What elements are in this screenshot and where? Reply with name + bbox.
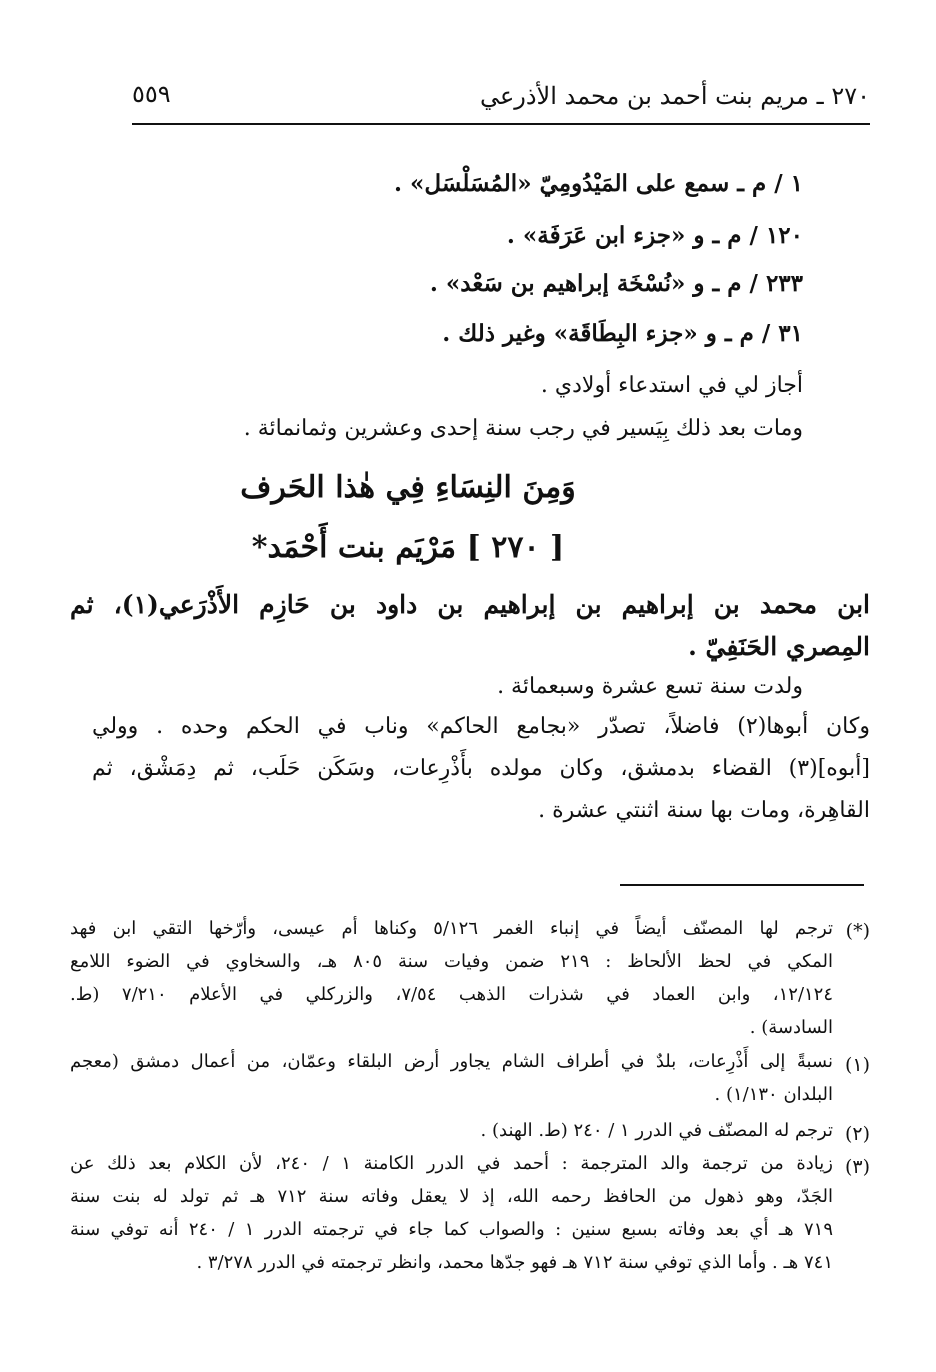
list-item: ٢٣٣ / م ـ و «نُسْخَة إبراهيم بن سَعْد» . xyxy=(429,270,803,297)
footnote-mark: (١) xyxy=(844,1054,870,1076)
entry-lineage-line: ابن محمد بن إبراهيم بن إبراهيم بن داود بن حَازِم الأَذْرَعي(١)، ثم xyxy=(70,590,871,619)
list-item: ١٢٠ / م ـ و «جزء ابن عَرَفَة» . xyxy=(506,222,803,249)
footnote-line: ترجم لها المصنّف أيضاً في إنباء الغمر ٥/١٢٦ وكناها أم عيسى، وأرّخها التقي ابن فهد xyxy=(70,918,834,939)
footnote-line: نسبةً إلى أَذْرِعات، بلدٌ في أطراف الشام يجاور أرض البلقاء وعمّان، من أعمال دمشق (معجم xyxy=(70,1051,833,1072)
bio-line: القاهِرة، ومات بها سنة اثنتي عشرة . xyxy=(538,798,870,823)
footnote-line: ترجم له المصنّف في الدرر ١ / ٢٤٠ (ط. الهند) . xyxy=(480,1120,833,1141)
footnote-line: ١٢/١٢٤، وابن العماد في شذرات الذهب ٧/٥٤، والزركلي في الأعلام ٧/٢١٠ (ط. xyxy=(70,984,834,1005)
list-item: ١ / م ـ سمع على المَيْدُومِيّ «المُسَلْسَل» . xyxy=(394,170,803,197)
body-line: ومات بعد ذلك بِيَسير في رجب سنة إحدى وعشرين وثمانمائة . xyxy=(243,416,803,441)
footnote-mark: (٢) xyxy=(844,1123,870,1145)
footnote-line: ٧١٩ هـ أي بعد وفاته بسبع سنين : والصواب كما جاء في ترجمته الدرر ١ / ٢٤٠ أنه توفي سنة xyxy=(70,1219,834,1240)
footnote-mark: (*) xyxy=(845,920,870,942)
entry-lineage-line: المِصري الحَنَفِيّ . xyxy=(688,632,870,661)
running-header-title: ٢٧٠ ـ مريم بنت أحمد بن محمد الأذرعي xyxy=(479,82,870,110)
footnote-line: السادسة) . xyxy=(749,1017,833,1038)
list-item: ٣١ / م ـ و «جزء البِطَاقَة» وغير ذلك . xyxy=(442,320,803,347)
footnote-line: ٧٤١ هـ . وأما الذي توفي سنة ٧١٢ هـ فهو جدّها محمد، وانظر ترجمته في الدرر ٣/٢٧٨ . xyxy=(196,1252,833,1273)
body-line: أجاز لي في استدعاء أولادي . xyxy=(540,373,803,398)
bio-line: [أبوه](٣) القضاء بدمشق، وكان مولده بأَذْرِعات، وسَكَن حَلَب، ثم دِمَشْق، ثم xyxy=(92,756,870,781)
footnote-line: زيادة من ترجمة والد المترجمة : أحمد في الدرر الكامنة ١ / ٢٤٠، لأن الكلام بعد ذلك عن xyxy=(70,1153,833,1174)
page-number: ٥٥٩ xyxy=(132,80,171,108)
section-heading: وَمِنَ النِسَاءِ فِي هٰذا الحَرف xyxy=(240,470,576,505)
footnote-line: الجَدّ، وهو ذهول من الحافظ رحمه الله، إذ لا يعقل وفاته سنة ٧١٢ هـ ثم تولد له بنت سنة xyxy=(70,1186,833,1207)
footnote-mark: (٣) xyxy=(844,1156,870,1178)
header-rule xyxy=(132,123,870,125)
footnote-line: البلدان ١/١٣٠) . xyxy=(714,1084,833,1105)
footnote-line: المكي في لحظ الألحاظ : ٢١٩ ضمن وفيات سنة ٨٠٥ هـ، والسخاوي في الضوء اللامع xyxy=(70,951,834,972)
footnote-rule xyxy=(620,884,864,886)
entry-title: [ ٢٧٠ ] مَرْيَم بنت أَحْمَد* xyxy=(251,530,565,565)
bio-line: وكان أبوها(٢) فاضلاً، تصدّر «بجامع الحاكم» وناب في الحكم وحده . وولي xyxy=(92,714,870,739)
bio-line: ولدت سنة تسع عشرة وسبعمائة . xyxy=(497,674,803,699)
